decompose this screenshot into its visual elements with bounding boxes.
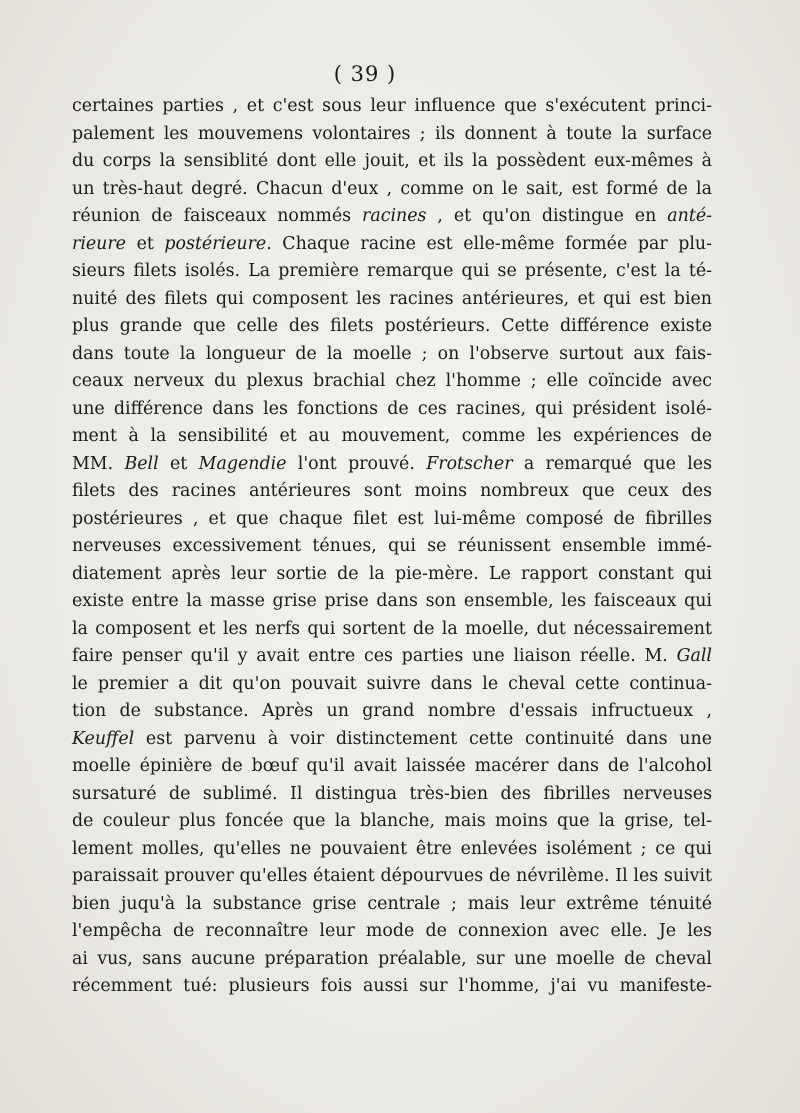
text-line (72, 726, 712, 754)
text-segment: un très-haut degré. Chacun d'eux , comme on le sait, est formé de la (72, 178, 712, 199)
text-segment: récemment tué: plusieurs fois aussi sur l'homme, j'ai vu manifeste- (72, 976, 712, 996)
text-segment: ment à la sensibilité et au mouvement, comme les expériences de (72, 426, 712, 446)
text-segment: filets des racines antérieures sont moins nombreux que ceux des (72, 481, 712, 501)
text-segment: le premier a dit qu'on pouvait suivre dans le cheval cette continua- (72, 673, 712, 694)
text-line (72, 891, 712, 919)
text-segment: l'empêcha de reconnaître leur mode de connexion avec elle. Je les (72, 921, 712, 941)
text-line (72, 478, 712, 506)
text-line (72, 753, 712, 781)
text-line (72, 918, 712, 946)
text-segment: tion de substance. Après un grand nombre d'essais infructueux , (72, 701, 712, 721)
body-text (72, 93, 712, 1001)
text-line (72, 176, 712, 204)
text-segment: , et qu'on distingue en (426, 206, 668, 226)
text-line (72, 533, 712, 561)
text-line (72, 616, 712, 644)
text-line (72, 93, 712, 121)
text-line (72, 671, 712, 699)
text-segment: a remarqué que les (512, 453, 713, 474)
text-line (72, 698, 712, 726)
text-line (72, 423, 712, 451)
text-line (72, 863, 712, 891)
text-segment: bien juqu'à la substance grise centrale ; mais leur extrême ténuité (72, 893, 712, 914)
text-segment: . Chaque racine est elle-même formée par plu- (266, 233, 712, 254)
text-line (72, 561, 712, 589)
text-segment: sursaturé de sublimé. Il distingua très-bien des fibrilles nerveuses (72, 783, 712, 804)
text-line (72, 451, 712, 479)
text-line (72, 286, 712, 314)
text-line (72, 203, 712, 231)
italic-segment: racines (362, 206, 427, 226)
text-segment: existe entre la masse grise prise dans son ensemble, les faisceaux qui (72, 591, 712, 611)
text-segment: sieurs filets isolés. La première remarque qui se présente, c'est la té- (72, 261, 712, 281)
text-line (72, 396, 712, 424)
text-segment: est parvenu à voir distinctement cette continuité dans une (134, 728, 712, 749)
text-line (72, 258, 712, 286)
text-line (72, 313, 712, 341)
text-segment: nuité des filets qui composent les racines antérieures, et qui est bien (72, 288, 712, 309)
text-line (72, 121, 712, 149)
text-segment: lement molles, qu'elles ne pouvaient être enlevées isolément ; ce qui (72, 838, 712, 859)
text-line (72, 643, 712, 671)
text-segment: une différence dans les fonctions de ces racines, qui président isolé- (72, 398, 712, 419)
text-segment: MM. (72, 453, 125, 474)
italic-segment: Bell (124, 453, 159, 474)
text-line (72, 588, 712, 616)
text-line (72, 148, 712, 176)
text-line (72, 946, 712, 974)
text-segment: et (158, 453, 199, 474)
text-segment: du corps la sensiblité dont elle jouit, et ils la possèdent eux-mêmes à (72, 151, 712, 171)
text-segment: de couleur plus foncée que la blanche, mais moins que la grise, tel- (72, 811, 712, 831)
page-number: ( 39 ) (333, 62, 397, 86)
text-segment: dans toute la longueur de la moelle ; on l'observe surtout aux fais- (72, 343, 712, 364)
italic-segment: Keuffel (72, 728, 135, 749)
text-line (72, 781, 712, 809)
text-segment: et (125, 233, 165, 254)
italic-segment: Magendie (198, 453, 287, 474)
italic-segment: rieure (72, 233, 126, 254)
text-segment: ceaux nerveux du plexus brachial chez l'homme ; elle coïncide avec (72, 371, 712, 391)
text-segment: certaines parties , et c'est sous leur influence que s'exécutent princi- (72, 96, 712, 116)
text-segment: l'ont prouvé. (286, 453, 427, 474)
text-line (72, 973, 712, 1001)
text-segment: plus grande que celle des filets postérieurs. Cette différence existe (72, 316, 712, 336)
text-segment: ai vus, sans aucune préparation préalable, sur une moelle de cheval (72, 948, 712, 969)
text-line (72, 506, 712, 534)
italic-segment: Frotscher (426, 453, 513, 474)
text-segment: paraissait prouver qu'elles étaient dépourvues de névrilème. Il les suivit (72, 866, 712, 886)
text-segment: diatement après leur sortie de la pie-mère. Le rapport constant qui (72, 563, 712, 584)
italic-segment: Gall (676, 646, 712, 666)
text-line (72, 231, 712, 259)
text-segment: la composent et les nerfs qui sortent de la moelle, dut nécessairement (72, 618, 712, 639)
italic-segment: postérieure (164, 233, 267, 254)
text-line (72, 341, 712, 369)
italic-segment: anté- (667, 206, 712, 226)
text-segment: nerveuses excessivement ténues, qui se réunissent ensemble immé- (72, 536, 712, 556)
text-segment: moelle épinière de bœuf qu'il avait laissée macérer dans de l'alcohol (72, 756, 712, 776)
text-line (72, 836, 712, 864)
text-segment: postérieures , et que chaque filet est lui-même composé de fibrilles (72, 508, 712, 529)
text-segment: faire penser qu'il y avait entre ces parties une liaison réelle. M. (72, 646, 677, 666)
text-line (72, 368, 712, 396)
text-segment: réunion de faisceaux nommés (72, 206, 363, 226)
text-line (72, 808, 712, 836)
text-segment: palement les mouvemens volontaires ; ils donnent à toute la surface (72, 123, 712, 144)
